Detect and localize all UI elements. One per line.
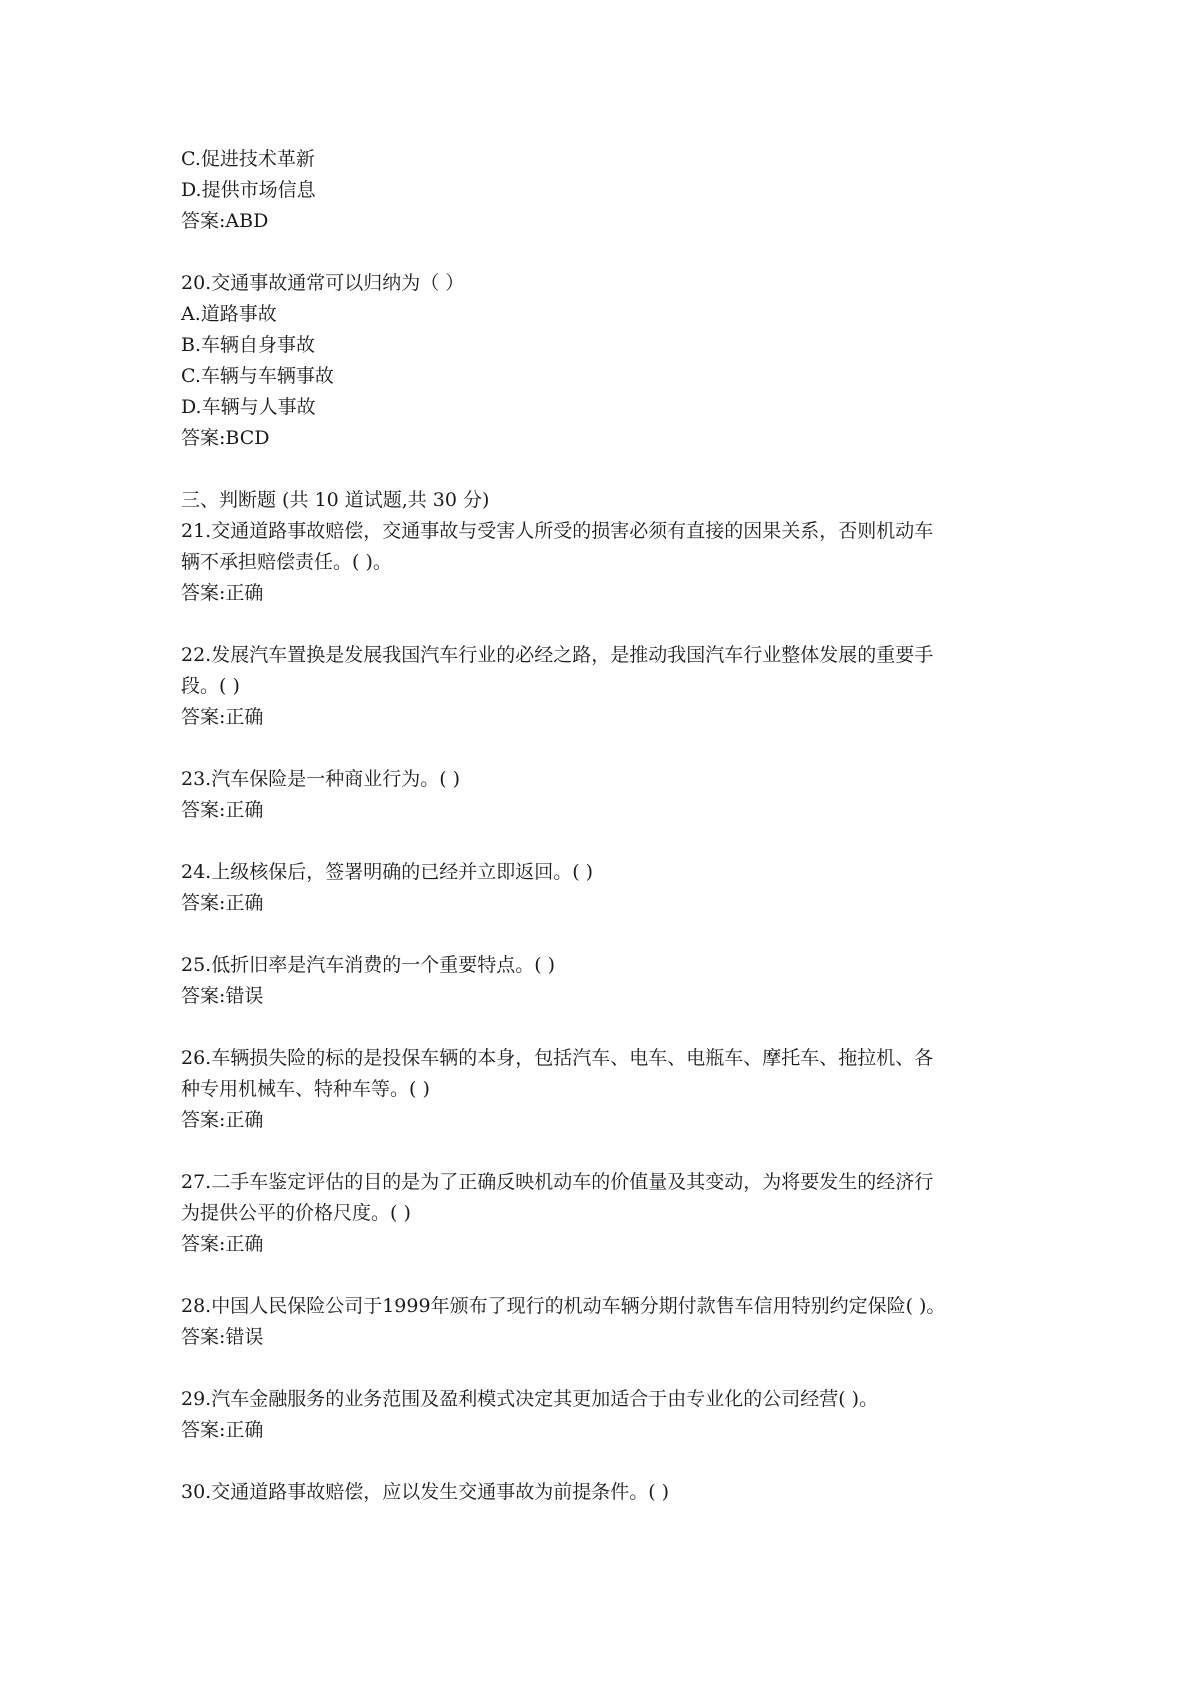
question-24-answer: 答案:正确: [181, 892, 264, 914]
judgment-question-21: [181, 516, 1021, 609]
question-23-line1: 23.汽车保险是一种商业行为。( ): [181, 768, 461, 790]
question-20-option-d: D.车辆与人事故: [181, 396, 316, 418]
question-25-line1: 25.低折旧率是汽车消费的一个重要特点。( ): [181, 954, 556, 976]
question-20-answer: 答案:BCD: [181, 427, 270, 449]
question-22-line2: 段。( ): [181, 675, 240, 697]
judgment-question-28: [181, 1291, 1021, 1353]
question-20-option-b: B.车辆自身事故: [181, 334, 316, 356]
judgment-question-27: [181, 1167, 1021, 1260]
question-19-option-c: C.促进技术革新: [181, 148, 315, 170]
question-22-line1: 22.发展汽车置换是发展我国汽车行业的必经之路，是推动我国汽车行业整体发展的重要手: [181, 644, 934, 666]
question-26-line1: 26.车辆损失险的标的是投保车辆的本身，包括汽车、电车、电瓶车、摩托车、拖拉机、各: [181, 1047, 934, 1069]
judgment-question-24: [181, 857, 1021, 919]
judgment-question-29: [181, 1384, 1021, 1446]
question-20-option-c: C.车辆与车辆事故: [181, 365, 334, 387]
question-22-answer: 答案:正确: [181, 706, 264, 728]
question-20-block: [181, 268, 1021, 454]
judgment-question-22: [181, 640, 1021, 733]
question-27-line1: 27.二手车鉴定评估的目的是为了正确反映机动车的价值量及其变动，为将要发生的经济行: [181, 1171, 934, 1193]
judgment-question-25: [181, 950, 1021, 1012]
question-28-line1: 28.中国人民保险公司于1999年颁布了现行的机动车辆分期付款售车信用特别约定保险( )。: [181, 1295, 946, 1317]
question-29-line1: 29.汽车金融服务的业务范围及盈利模式决定其更加适合于由专业化的公司经营( )。: [181, 1388, 879, 1410]
question-28-answer: 答案:错误: [181, 1326, 264, 1348]
question-27-line2: 为提供公平的价格尺度。( ): [181, 1202, 411, 1224]
question-29-answer: 答案:正确: [181, 1419, 264, 1441]
question-25-answer: 答案:错误: [181, 985, 264, 1007]
document-page: [181, 144, 1021, 1508]
question-19-block: [181, 144, 1021, 237]
judgment-question-26: [181, 1043, 1021, 1136]
question-26-answer: 答案:正确: [181, 1109, 264, 1131]
question-23-answer: 答案:正确: [181, 799, 264, 821]
question-30-line1: 30.交通道路事故赔偿，应以发生交通事故为前提条件。( ): [181, 1481, 670, 1503]
question-19-answer: 答案:ABD: [181, 210, 269, 232]
question-21-line1: 21.交通道路事故赔偿，交通事故与受害人所受的损害必须有直接的因果关系，否则机动车: [181, 520, 934, 542]
question-21-answer: 答案:正确: [181, 582, 264, 604]
question-26-line2: 种专用机械车、特种车等。( ): [181, 1078, 430, 1100]
judgment-question-23: [181, 764, 1021, 826]
section-title: 三、判断题 (共 10 道试题,共 30 分): [181, 489, 490, 511]
question-24-line1: 24.上级核保后，签署明确的已经并立即返回。( ): [181, 861, 594, 883]
question-27-answer: 答案:正确: [181, 1233, 264, 1255]
question-20-text: 20.交通事故通常可以归纳为（ ）: [181, 272, 465, 294]
judgment-question-30: [181, 1477, 1021, 1508]
question-21-line2: 辆不承担赔偿责任。( )。: [181, 551, 392, 573]
question-19-option-d: D.提供市场信息: [181, 179, 316, 201]
question-20-option-a: A.道路事故: [181, 303, 277, 325]
